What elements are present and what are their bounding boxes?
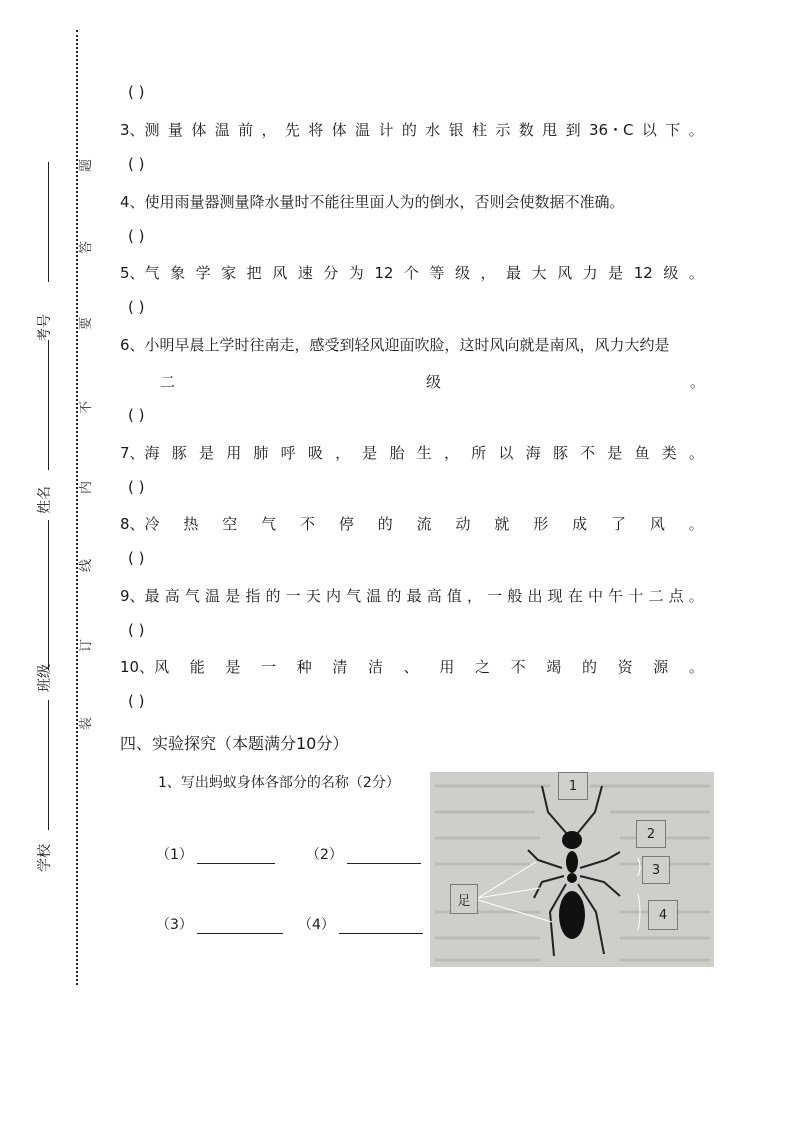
question-char: 高 (164, 587, 180, 605)
question-char: 十 (628, 587, 644, 605)
question-char: 能 (189, 658, 205, 676)
question-char: 。 (688, 658, 704, 676)
question-char: 。 (688, 515, 704, 533)
margin-label-name: 姓名 (37, 486, 53, 514)
question-char: 一 (285, 587, 301, 605)
question-char: 将 (308, 121, 324, 139)
question-char: 象 (170, 264, 186, 282)
question-char: 生 (416, 444, 432, 462)
question-char: 胎 (389, 444, 405, 462)
question-char: 中 (587, 587, 603, 605)
question-10 (120, 657, 704, 677)
question-char: 值 (446, 587, 462, 605)
question-char: 力 (582, 264, 598, 282)
question-char: 现 (547, 587, 563, 605)
answer-paren: ( ) (128, 155, 145, 173)
answer-paren: ( ) (128, 298, 145, 316)
answer-paren: ( ) (128, 692, 145, 710)
question-char: 海 (525, 444, 541, 462)
seal-char: 订 (79, 638, 95, 653)
question-char: ， (467, 587, 483, 605)
ant-label-foot: 足 (450, 884, 478, 914)
question-char: 速 (297, 264, 313, 282)
question-char: 的 (401, 121, 417, 139)
answer-paren: ( ) (128, 227, 145, 245)
question-char: 前 (238, 121, 254, 139)
question-char: 7、海 (120, 444, 160, 462)
question-6-cont: 级 (426, 373, 442, 391)
question-char: 9、最 (120, 587, 160, 605)
question-char: 出 (527, 587, 543, 605)
question-8 (120, 514, 704, 534)
question-char: 、 (403, 658, 419, 676)
question-6: 6、小明早晨上学时往南走，感受到轻风迎面吹脸，这时风向就是南风，风力大约是 (120, 336, 670, 354)
answer-paren: ( ) (128, 406, 145, 424)
question-char: 高 (426, 587, 442, 605)
question-char: 12 (633, 264, 653, 282)
question-char: 的 (386, 587, 402, 605)
seal-char: 题 (79, 158, 95, 173)
question-char: 形 (533, 515, 549, 533)
question-char: 竭 (546, 658, 562, 676)
question-char: 般 (507, 587, 523, 605)
question-char: 个 (403, 264, 419, 282)
answer-line[interactable] (197, 917, 283, 934)
question-char: 最 (406, 587, 422, 605)
answer-paren: ( ) (128, 549, 145, 567)
question-char: ， (443, 444, 459, 462)
question-6-cont: 二 (160, 373, 176, 391)
question-char: 甩 (542, 121, 558, 139)
ant-label-1: 1 (558, 772, 588, 800)
answer-paren: ( ) (128, 621, 145, 639)
question-char: 豚 (171, 444, 187, 462)
answer-line[interactable] (339, 917, 423, 934)
margin-label-class: 班级 (37, 664, 53, 692)
question-char: 8、冷 (120, 515, 160, 533)
seal-char: 线 (79, 558, 95, 573)
question-char: 用 (226, 444, 242, 462)
question-char: 10、风 (120, 658, 170, 676)
question-char: 为 (348, 264, 364, 282)
question-char: 源 (653, 658, 669, 676)
question-char: 是 (225, 587, 241, 605)
question-char: 风 (272, 264, 288, 282)
question-char: 5、气 (120, 264, 160, 282)
question-char: 吸 (307, 444, 323, 462)
question-char: ， (335, 444, 351, 462)
question-char: 到 (565, 121, 581, 139)
question-char: 指 (245, 587, 261, 605)
blank-2 (306, 844, 421, 864)
question-char: 3、测 (120, 121, 160, 139)
blank-label: （2） (306, 847, 343, 863)
question-char: 是 (225, 658, 241, 676)
question-char: 银 (448, 121, 464, 139)
question-char: 风 (649, 515, 665, 533)
margin-underline (48, 340, 49, 470)
question-char: ， (261, 121, 277, 139)
question-char: 温 (355, 121, 371, 139)
question-5 (120, 263, 704, 283)
question-char: 资 (617, 658, 633, 676)
blank-label: （4） (298, 917, 335, 933)
question-char: 级 (454, 264, 470, 282)
question-char: 午 (608, 587, 624, 605)
question-char: 是 (362, 444, 378, 462)
question-char: 是 (607, 444, 623, 462)
question-char: 气 (346, 587, 362, 605)
question-char: 停 (338, 515, 354, 533)
question-char: 。 (688, 121, 704, 139)
question-char: 气 (184, 587, 200, 605)
question-9 (120, 586, 704, 606)
ant-label-4: 4 (648, 900, 678, 930)
margin-label-school: 学校 (37, 844, 53, 872)
answer-paren: ( ) (128, 478, 145, 496)
question-char: 温 (214, 121, 230, 139)
question-char: 一 (487, 587, 503, 605)
question-char: 不 (510, 658, 526, 676)
question-char: 用 (439, 658, 455, 676)
question-char: 清 (332, 658, 348, 676)
question-char: 柱 (472, 121, 488, 139)
question-char: 体 (191, 121, 207, 139)
question-6-cont: 。 (690, 373, 706, 391)
question-char: 二 (648, 587, 664, 605)
blank-1 (156, 844, 275, 864)
question-char: 呼 (280, 444, 296, 462)
question-char: 是 (198, 444, 214, 462)
question-char: 空 (222, 515, 238, 533)
question-char: 36・C (588, 121, 634, 139)
question-char: 分 (323, 264, 339, 282)
question-char: 了 (611, 515, 627, 533)
question-char: 学 (195, 264, 211, 282)
question-char: 就 (494, 515, 510, 533)
question-char: 之 (474, 658, 490, 676)
question-char: 是 (608, 264, 624, 282)
question-char: 肺 (253, 444, 269, 462)
ant-illustration (430, 772, 714, 967)
question-char: 流 (416, 515, 432, 533)
blank-label: （3） (156, 917, 193, 933)
ant-label-3: 3 (642, 856, 670, 884)
question-char: 不 (300, 515, 316, 533)
question-char: 风 (557, 264, 573, 282)
question-char: 体 (331, 121, 347, 139)
question-char: 以 (498, 444, 514, 462)
question-char: 等 (429, 264, 445, 282)
question-char: 。 (688, 264, 704, 282)
question-char: 大 (531, 264, 547, 282)
question-char: 一 (261, 658, 277, 676)
question-char: 计 (378, 121, 394, 139)
seal-char: 答 (79, 240, 95, 255)
seal-char: 装 (79, 716, 95, 731)
question-char: 内 (325, 587, 341, 605)
question-char: 热 (183, 515, 199, 533)
question-char: 。 (688, 444, 704, 462)
question-char: 以 (641, 121, 657, 139)
question-char: 所 (471, 444, 487, 462)
ant-label-2: 2 (636, 820, 666, 848)
question-char: 的 (377, 515, 393, 533)
question-4: 4、使用雨量器测量降水量时不能往里面人为的倒水，否则会使数据不准确。 (120, 193, 625, 211)
question-char: 不 (580, 444, 596, 462)
binding-dotted-line (76, 30, 78, 985)
section-title: 四、实验探究（本题满分10分） (120, 734, 349, 753)
seal-char: 不 (79, 400, 95, 415)
question-char: 家 (221, 264, 237, 282)
answer-paren: ( ) (128, 83, 145, 101)
question-char: 把 (246, 264, 262, 282)
seal-char: 要 (79, 316, 95, 331)
question-char: 先 (284, 121, 300, 139)
question-char: 量 (167, 121, 183, 139)
question-char: 水 (425, 121, 441, 139)
seal-char: 内 (79, 480, 95, 495)
question-char: 12 (374, 264, 394, 282)
question-7 (120, 443, 704, 463)
margin-underline (48, 162, 49, 282)
question-char: 在 (567, 587, 583, 605)
question-char: 天 (305, 587, 321, 605)
question-char: 点 (668, 587, 684, 605)
question-char: 动 (455, 515, 471, 533)
question-char: 。 (688, 587, 704, 605)
question-char: ， (480, 264, 496, 282)
question-char: 最 (506, 264, 522, 282)
question-char: 数 (518, 121, 534, 139)
question-ant: 1、写出蚂蚁身体各部分的名称（2分） (158, 775, 400, 791)
question-char: 鱼 (634, 444, 650, 462)
answer-line[interactable] (347, 847, 421, 864)
question-char: 示 (495, 121, 511, 139)
blank-label: （1） (156, 847, 193, 863)
question-char: 的 (581, 658, 597, 676)
blank-3 (156, 914, 283, 934)
blank-4 (298, 914, 423, 934)
question-char: 种 (296, 658, 312, 676)
question-char: 类 (661, 444, 677, 462)
margin-underline (48, 520, 49, 670)
question-3 (120, 120, 704, 140)
margin-underline (48, 700, 49, 830)
question-char: 下 (665, 121, 681, 139)
question-char: 温 (366, 587, 382, 605)
question-char: 成 (572, 515, 588, 533)
question-char: 的 (265, 587, 281, 605)
question-char: 级 (663, 264, 679, 282)
question-char: 温 (205, 587, 221, 605)
answer-line[interactable] (197, 847, 275, 864)
ant-photo (430, 772, 714, 967)
question-char: 气 (261, 515, 277, 533)
question-char: 豚 (552, 444, 568, 462)
margin-label-exam-number: 考号 (37, 314, 53, 342)
question-char: 洁 (368, 658, 384, 676)
